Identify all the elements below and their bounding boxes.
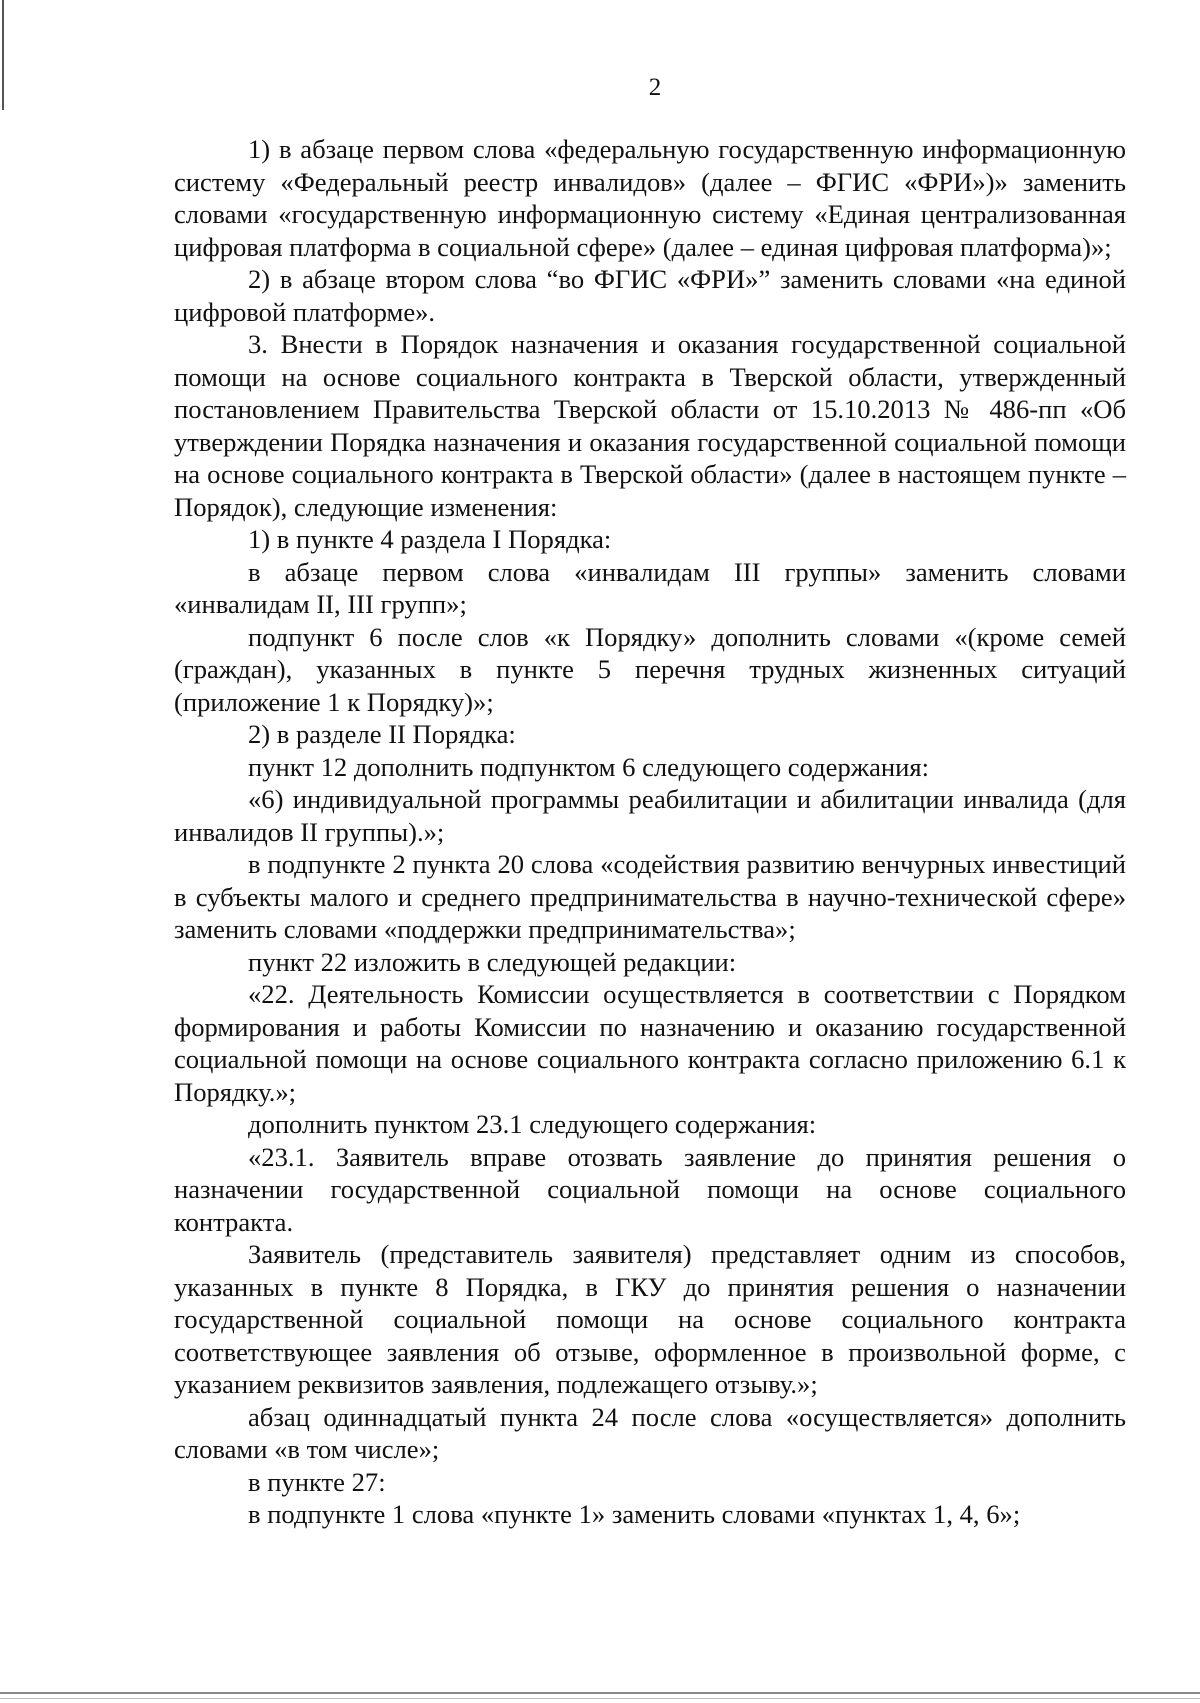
paragraph-14: «23.1. Заявитель вправе отозвать заявление до принятия решения о назначении государственной социальной помощи на основе социального контракта.: [174, 1141, 1126, 1237]
paragraph-12: «22. Деятельность Комиссии осуществляется в соответствии с Порядком формирования и работы Комиссии по назначению и оказанию государственной социальной помощи на основе социального контракта согласно приложению 6.1 к Порядку.»;: [174, 979, 1126, 1107]
paragraph-3: 3. Внести в Порядок назначения и оказания государственной социальной помощи на основе социального контракта в Тверской области, утвержденный постановлением Правительства Тверской области от 15.10.2013 № 486-пп «Об утверждении Порядка назначения и оказания государственной социальной помощи на основе социального контракта в Тверской области» (далее в настоящем пункте – Порядок), следующие изменения:: [174, 329, 1126, 522]
paragraph-1: 1) в абзаце первом слова «федеральную государственную информационную систему «Федеральный реестр инвалидов» (далее – ФГИС «ФРИ»)» заменить словами «государственную информационную систему «Единая централизованная цифровая платформа в социальной сфере» (далее – единая цифровая платформа)»;: [174, 134, 1126, 262]
paragraph-10: в подпункте 2 пункта 20 слова «содействия развитию венчурных инвестиций в субъекты малого и среднего предпринимательства в научно-технической сфере» заменить словами «поддержки предпринимательства»;: [174, 849, 1126, 944]
scan-edge-bottom: [0, 1692, 1200, 1694]
paragraph-9: «6) индивидуальной программы реабилитации и абилитации инвалида (для инвалидов II группы).»;: [174, 784, 1126, 847]
scan-edge-bottom-secondary: [0, 1698, 1200, 1699]
paragraph-17: в пункте 27:: [248, 1466, 386, 1497]
paragraph-18: в подпункте 1 слова «пункте 1» заменить словами «пунктах 1, 4, 6»;: [248, 1499, 1021, 1529]
paragraph-5: в абзаце первом слова «инвалидам III группы» заменить словами «инвалидам II, III групп»;: [174, 556, 1126, 619]
paragraph-15: Заявитель (представитель заявителя) представляет одним из способов, указанных в пункте 8 Порядка, в ГКУ до принятия решения о назначении государственной социальной помощи на основе социального контракта соответствующее заявления об отзыве, оформленное в произвольной форме, с указанием реквизитов заявления, подлежащего отзыву.»;: [174, 1239, 1126, 1399]
paragraph-7: 2) в разделе II Порядка:: [248, 719, 516, 749]
paragraph-8: пункт 12 дополнить подпунктом 6 следующего содержания:: [248, 751, 930, 782]
paragraph-13: дополнить пунктом 23.1 следующего содержания:: [248, 1109, 817, 1139]
paragraph-11: пункт 22 изложить в следующей редакции:: [248, 946, 737, 977]
page-number: 2: [648, 74, 662, 101]
document-body: [174, 133, 1126, 1531]
paragraph-6: подпункт 6 после слов «к Порядку» дополнить словами «(кроме семей (граждан), указанных в пункте 5 перечня трудных жизненных ситуаций (приложение 1 к Порядку)»;: [174, 621, 1126, 717]
paragraph-4: 1) в пункте 4 раздела I Порядка:: [248, 524, 612, 554]
paragraph-16: абзац одиннадцатый пункта 24 после слова «осуществляется» дополнить словами «в том числе»;: [174, 1401, 1126, 1464]
paragraph-2: 2) в абзаце втором слова “во ФГИС «ФРИ»” заменить словами «на единой цифровой платформе».: [174, 264, 1126, 327]
